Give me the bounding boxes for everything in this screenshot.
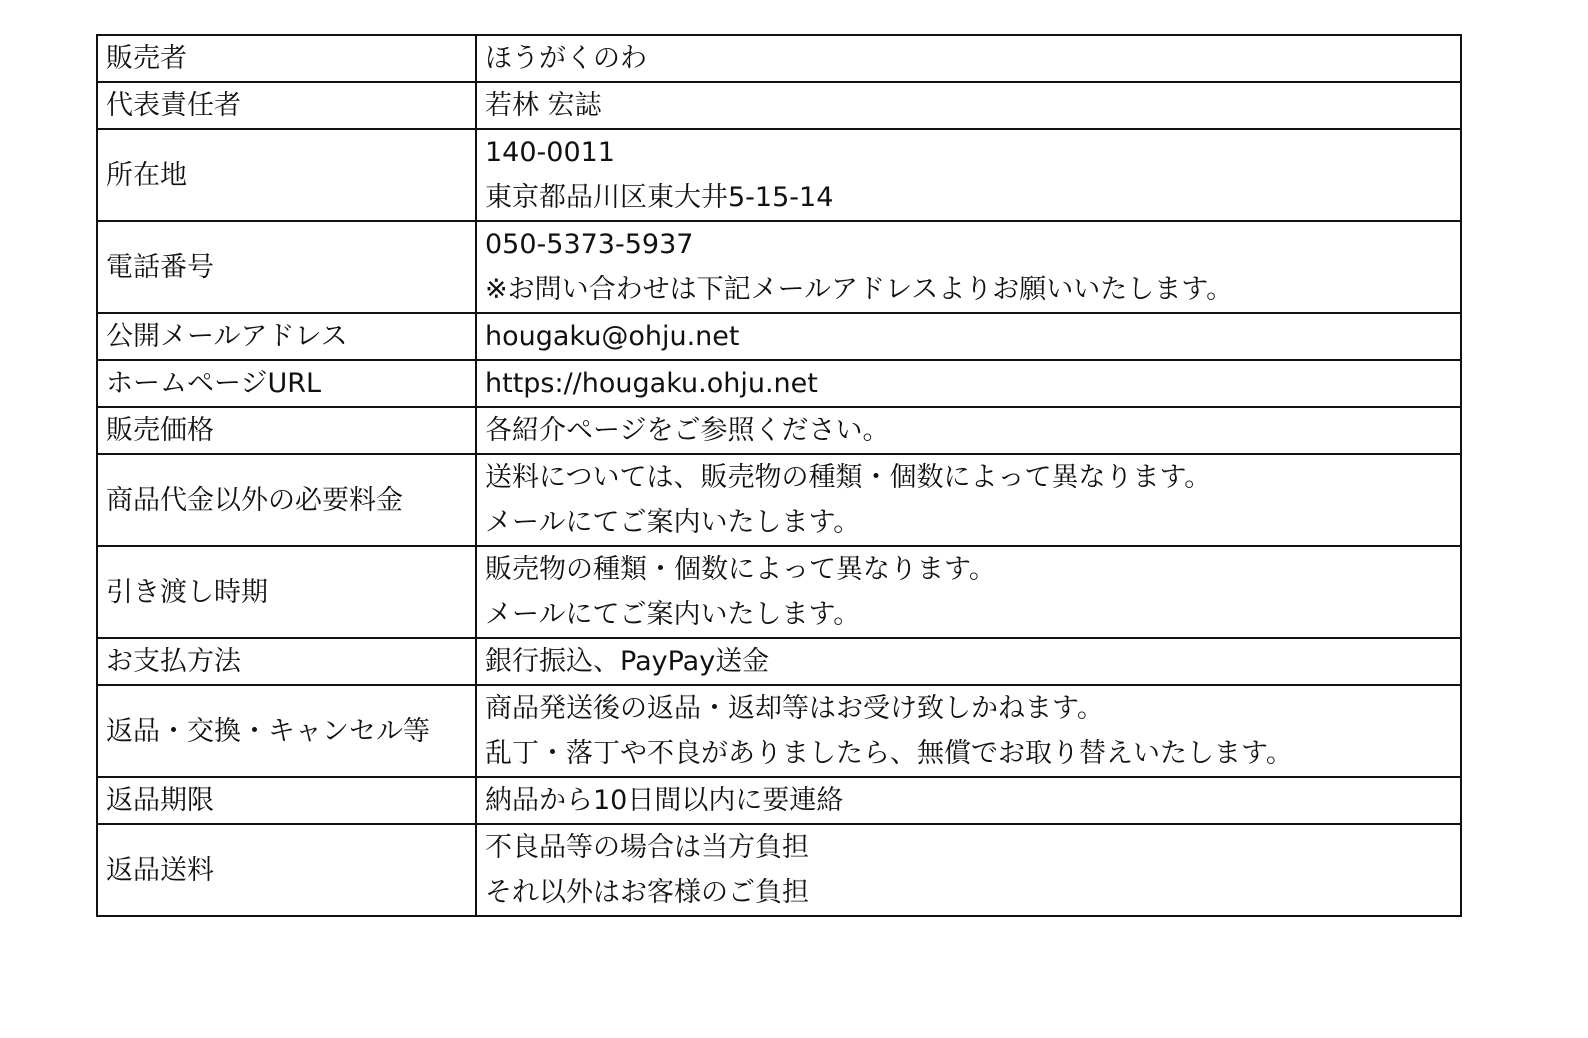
row-value bbox=[476, 360, 1461, 407]
value-line: それ以外はお客様のご負担 bbox=[485, 877, 809, 908]
value-line: 銀行振込、PayPay送金 bbox=[485, 646, 770, 677]
value-line: ほうがくのわ bbox=[485, 43, 647, 74]
value-line: 050-5373-5937 bbox=[485, 229, 694, 260]
row-label: ホームページURL bbox=[97, 360, 476, 407]
row-value bbox=[476, 313, 1461, 360]
row-value bbox=[476, 221, 1461, 313]
row-value bbox=[476, 82, 1461, 129]
table-row bbox=[97, 777, 1461, 824]
row-label: 返品期限 bbox=[97, 777, 476, 824]
value-line: メールにてご案内いたします。 bbox=[485, 599, 861, 630]
value-line: hougaku@ohju.net bbox=[485, 321, 740, 352]
table-row bbox=[97, 221, 1461, 313]
value-line: ※お問い合わせは下記メールアドレスよりお願いいたします。 bbox=[485, 274, 1234, 305]
value-line: 不良品等の場合は当方負担 bbox=[485, 832, 809, 863]
row-label: 返品・交換・キャンセル等 bbox=[97, 685, 476, 777]
row-value bbox=[476, 777, 1461, 824]
table-row bbox=[97, 360, 1461, 407]
row-value bbox=[476, 129, 1461, 221]
row-label: 商品代金以外の必要料金 bbox=[97, 454, 476, 546]
table-row bbox=[97, 407, 1461, 454]
row-value bbox=[476, 546, 1461, 638]
table-row bbox=[97, 82, 1461, 129]
row-label: お支払方法 bbox=[97, 638, 476, 685]
row-label: 引き渡し時期 bbox=[97, 546, 476, 638]
table-row bbox=[97, 129, 1461, 221]
value-line: https://hougaku.ohju.net bbox=[485, 368, 818, 399]
legal-notice-table-container bbox=[96, 34, 1462, 917]
value-line: メールにてご案内いたします。 bbox=[485, 507, 861, 538]
row-value bbox=[476, 35, 1461, 82]
value-line: 140-0011 bbox=[485, 137, 615, 168]
table-row bbox=[97, 454, 1461, 546]
value-line: 若林 宏誌 bbox=[485, 90, 602, 121]
row-value bbox=[476, 407, 1461, 454]
value-line: 納品から10日間以内に要連絡 bbox=[485, 785, 844, 816]
row-label: 電話番号 bbox=[97, 221, 476, 313]
row-value bbox=[476, 454, 1461, 546]
value-line: 商品発送後の返品・返却等はお受け致しかねます。 bbox=[485, 693, 1104, 724]
row-value bbox=[476, 638, 1461, 685]
table-row bbox=[97, 35, 1461, 82]
row-label: 公開メールアドレス bbox=[97, 313, 476, 360]
row-label: 返品送料 bbox=[97, 824, 476, 916]
row-label: 販売価格 bbox=[97, 407, 476, 454]
row-label: 所在地 bbox=[97, 129, 476, 221]
table-row bbox=[97, 546, 1461, 638]
row-value bbox=[476, 685, 1461, 777]
legal-notice-table bbox=[96, 34, 1462, 917]
row-value bbox=[476, 824, 1461, 916]
value-line: 東京都品川区東大井5-15-14 bbox=[485, 182, 834, 213]
value-line: 送料については、販売物の種類・個数によって異なります。 bbox=[485, 462, 1212, 493]
row-label: 代表責任者 bbox=[97, 82, 476, 129]
table-row bbox=[97, 685, 1461, 777]
value-line: 販売物の種類・個数によって異なります。 bbox=[485, 554, 996, 585]
table-body bbox=[97, 35, 1461, 916]
value-line: 乱丁・落丁や不良がありましたら、無償でお取り替えいたします。 bbox=[485, 738, 1293, 769]
table-row bbox=[97, 824, 1461, 916]
table-row bbox=[97, 313, 1461, 360]
value-line: 各紹介ページをご参照ください。 bbox=[485, 415, 890, 446]
row-label: 販売者 bbox=[97, 35, 476, 82]
table-row bbox=[97, 638, 1461, 685]
